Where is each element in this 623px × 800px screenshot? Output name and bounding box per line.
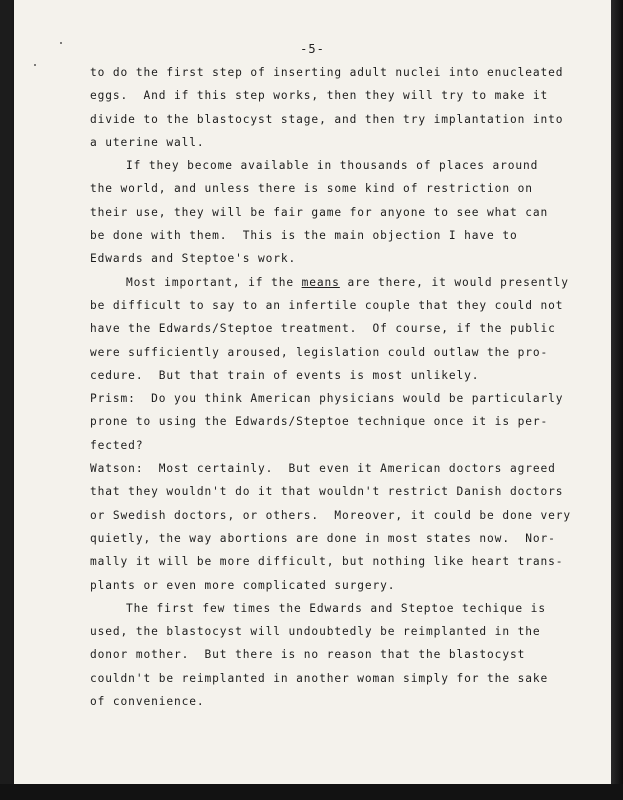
paper-speck <box>34 64 36 66</box>
paper-speck <box>60 42 62 44</box>
text-line: used, the blastocyst will undoubtedly be reimplanted in the <box>90 625 541 639</box>
text-line <box>90 271 569 294</box>
text-line: If they become available in thousands of places around <box>126 159 539 173</box>
page-number: -5- <box>300 42 325 56</box>
text-line: mally it will be more difficult, but nothing like heart trans- <box>90 555 564 569</box>
text-line: to do the first step of inserting adult nuclei into enucleated <box>90 66 564 79</box>
text-line: cedure. But that train of events is most unlikely. <box>90 368 480 382</box>
text-line: a uterine wall. <box>90 135 205 149</box>
text-line: plants or even more complicated surgery. <box>90 578 396 592</box>
text-line: Prism: Do you think American physicians would be particularly <box>90 392 564 406</box>
text-line: the world, and unless there is some kind of restriction on <box>90 182 533 196</box>
text-line: have the Edwards/Steptoe treatment. Of course, if the public <box>90 322 556 336</box>
underlined-word: means <box>301 275 340 289</box>
text-segment: are there, it would presently <box>339 275 569 289</box>
text-line: of convenience. <box>90 695 205 709</box>
text-line: eggs. And if this step works, then they will try to make it <box>90 89 549 103</box>
text-line: be difficult to say to an infertile couple that they could not <box>90 298 564 312</box>
text-line: be done with them. This is the main objection I have to <box>90 229 518 243</box>
text-line: quietly, the way abortions are done in most states now. Nor- <box>90 531 556 545</box>
text-line: their use, they will be fair game for anyone to see what can <box>90 205 549 219</box>
text-segment: Most important, if the <box>126 275 302 289</box>
scan-edge-bottom <box>0 784 623 800</box>
document-page <box>14 0 611 784</box>
body-text <box>90 61 572 713</box>
text-line: divide to the blastocyst stage, and then try implantation into <box>90 112 564 126</box>
text-line: The first few times the Edwards and Steptoe techique is <box>126 601 546 615</box>
text-line: Edwards and Steptoe's work. <box>90 252 297 266</box>
text-line: were sufficiently aroused, legislation could outlaw the pro- <box>90 345 549 359</box>
text-line: couldn't be reimplanted in another woman simply for the sake <box>90 671 549 685</box>
text-line: prone to using the Edwards/Steptoe technique once it is per- <box>90 415 549 429</box>
text-line: fected? <box>90 438 144 452</box>
scan-edge-right <box>611 0 623 800</box>
text-line: that they wouldn't do it that wouldn't restrict Danish doctors <box>90 485 564 499</box>
text-line: or Swedish doctors, or others. Moreover, it could be done very <box>90 508 572 522</box>
text-line: donor mother. But there is no reason that the blastocyst <box>90 648 526 662</box>
text-line: Watson: Most certainly. But even it American doctors agreed <box>90 462 556 476</box>
